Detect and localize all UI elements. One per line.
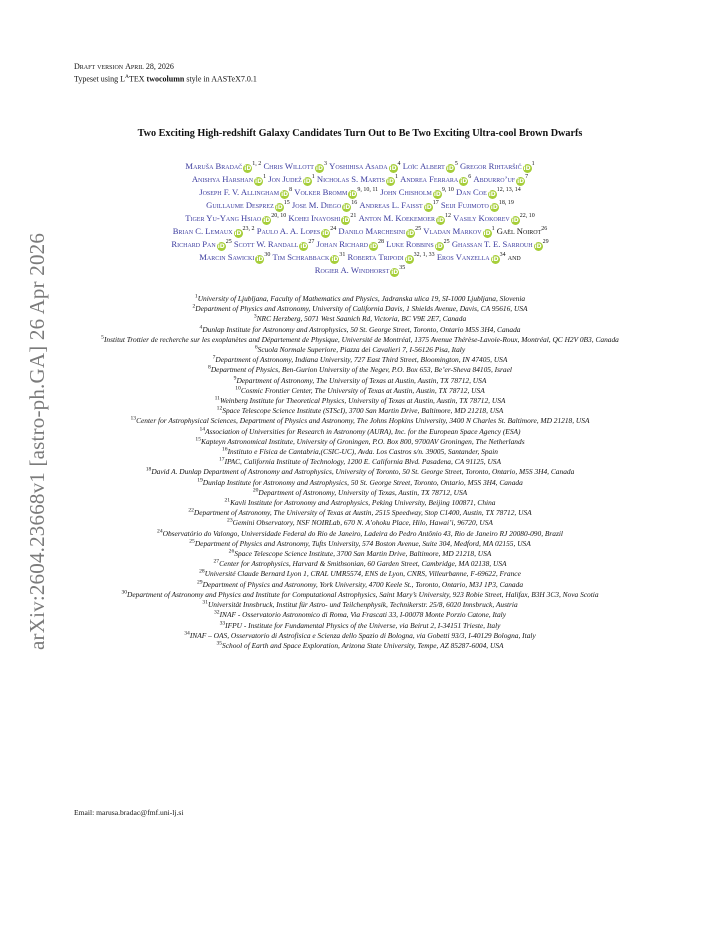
affiliation-item xyxy=(60,610,660,620)
contact-email: Email: marusa.bradac@fmf.uni-lj.si xyxy=(74,808,184,817)
orcid-icon[interactable]: iD xyxy=(263,217,271,224)
author-name[interactable]: Vasily Kokorev xyxy=(453,213,510,223)
affiliation-item xyxy=(60,304,660,314)
affiliation-text: Dunlap Institute for Astronomy and Astrophysics, 50 St. George Street, Toronto, Ontario, M5S 3H4, Canada xyxy=(202,477,523,487)
author-name[interactable]: Danilo Marchesini xyxy=(338,226,406,236)
author-entry xyxy=(452,239,549,249)
affiliation-item xyxy=(60,396,660,406)
affiliation-item xyxy=(60,376,660,386)
affiliation-text: Department of Astronomy and Physics and Institute for Computational Astrophysics, Saint Mary’s University, 923 Robie Street, Halifax, B3H 3C3, Nova Scotia xyxy=(127,589,599,599)
author-name[interactable]: John Chisholm xyxy=(380,187,432,197)
affiliation-number: 4 xyxy=(199,324,203,331)
orcid-icon[interactable]: iD xyxy=(424,204,432,211)
affiliation-number: 3 xyxy=(253,313,257,320)
orcid-icon[interactable]: iD xyxy=(343,204,351,211)
author-name[interactable]: Andreas L. Faisst xyxy=(359,200,423,210)
author-affiliation-marks: 1 xyxy=(491,226,495,233)
affiliation-item xyxy=(60,508,660,518)
author-entry xyxy=(185,161,261,171)
affiliation-item xyxy=(60,365,660,375)
author-name[interactable]: Yoshihisa Asada xyxy=(329,161,388,171)
orcid-icon[interactable]: iD xyxy=(405,256,413,263)
orcid-icon[interactable]: iD xyxy=(300,243,308,250)
affiliation-item xyxy=(60,355,660,365)
author-name[interactable]: Seiji Fujimoto xyxy=(440,200,489,210)
affiliation-item xyxy=(60,518,660,528)
author-name[interactable]: Loïc Albert xyxy=(402,161,445,171)
author-affiliation-marks: 12, 13, 14 xyxy=(496,187,521,194)
author-affiliation-marks: 34 xyxy=(499,252,506,259)
author-entry xyxy=(338,226,421,236)
affiliation-text: Department of Astronomy, Indiana University, 727 East Third Street, Bloomington, IN 47405, USA xyxy=(215,355,508,365)
author-affiliation-marks: 4 xyxy=(397,161,401,168)
affiliation-item xyxy=(60,580,660,590)
author-affiliation-marks: 6 xyxy=(468,174,472,181)
author-affiliation-marks: 1 xyxy=(311,174,315,181)
author-name[interactable]: Gregor Rihtaršič xyxy=(459,161,522,171)
latex-a: A xyxy=(125,74,129,80)
affiliation-text: Université Claude Bernard Lyon 1, CRAL UMR5574, ENS de Lyon, CNRS, Villeurbanne, F-69622, France xyxy=(204,569,521,579)
author-name[interactable]: Andrea Ferrara xyxy=(400,174,459,184)
author-entry xyxy=(380,187,454,197)
affiliation-item xyxy=(60,569,660,579)
draft-version-line xyxy=(74,62,257,72)
affiliation-number: 8 xyxy=(208,364,211,371)
author-entry xyxy=(456,187,521,197)
author-entry xyxy=(329,161,400,171)
author-entry xyxy=(400,174,471,184)
author-name[interactable]: Dan Coe xyxy=(456,187,487,197)
affiliation-text: Instituto e Física de Cantabria,(CSIC-UC), Avda. Los Castros s/n. 39005, Santander, Spain xyxy=(227,447,498,457)
author-entry xyxy=(441,200,514,210)
author-entry xyxy=(315,265,406,275)
author-name[interactable]: Paulo A. A. Lopes xyxy=(256,226,321,236)
affiliation-text: Department of Astronomy, University of Texas, Austin, TX 78712, USA xyxy=(258,487,468,497)
draft-label: Draft version xyxy=(74,62,124,71)
author-affiliation-marks: 21 xyxy=(350,213,357,220)
author-entry xyxy=(288,213,356,223)
affiliation-number: 33 xyxy=(219,620,226,627)
affiliation-text: IFPU - Institute for Fundamental Physics of the Universe, via Beirut 2, I-34151 Trieste, Italy xyxy=(225,620,501,630)
author-list xyxy=(74,160,646,277)
author-name[interactable]: Tim Schrabback xyxy=(272,252,330,262)
author-affiliation-marks: 25 xyxy=(443,239,450,246)
orcid-icon[interactable]: iD xyxy=(386,178,394,185)
orcid-icon[interactable]: iD xyxy=(275,204,283,211)
affiliation-text: Universität Innsbruck, Institut für Astro- und Teilchenphysik, Technikerstr. 25/8, 6020 Innsbruck, Austria xyxy=(207,600,518,610)
orcid-icon[interactable]: iD xyxy=(331,256,339,263)
affiliation-number: 9 xyxy=(233,375,237,382)
affiliation-item xyxy=(60,641,660,651)
affiliation-number: 15 xyxy=(195,436,202,443)
author-entry xyxy=(453,213,535,223)
author-entry xyxy=(173,226,255,236)
orcid-icon[interactable]: iD xyxy=(517,178,525,185)
affiliation-number: 13 xyxy=(130,415,137,422)
orcid-icon[interactable]: iD xyxy=(446,165,454,172)
affiliation-text: Department of Astronomy, The University of Texas at Austin, 2515 Speedway, Stop C1400, Austin, TX 78712, USA xyxy=(193,508,532,518)
affiliation-text: Weinberg Institute for Theoretical Physics, University of Texas at Austin, Austin, TX 78712, USA xyxy=(219,396,506,406)
author-affiliation-marks: 17 xyxy=(432,200,439,207)
typeset-suffix: style in AASTeX7.0.1 xyxy=(184,74,257,84)
author-affiliation-marks: 27 xyxy=(308,239,315,246)
orcid-icon[interactable]: iD xyxy=(433,191,441,198)
orcid-icon[interactable]: iD xyxy=(322,230,330,237)
affiliation-number: 24 xyxy=(157,528,163,535)
affiliation-item xyxy=(60,631,660,641)
affiliation-item xyxy=(60,488,660,498)
author-entry xyxy=(403,161,458,171)
author-entry xyxy=(273,252,346,262)
author-entry xyxy=(192,174,266,184)
affiliation-number: 11 xyxy=(214,395,220,402)
affiliation-item xyxy=(60,386,660,396)
draft-header xyxy=(74,62,257,85)
affiliation-number: 28 xyxy=(199,569,205,576)
author-affiliation-marks: 26 xyxy=(541,226,548,233)
author-affiliation-marks: 25 xyxy=(415,226,422,233)
author-affiliation-marks: 1 xyxy=(394,174,398,181)
affiliation-text: Gemini Observatory, NSF NOIRLab, 670 N. A’ohoku Place, Hilo, Hawai’i, 96720, USA xyxy=(232,518,493,528)
affiliation-number: 12 xyxy=(216,405,223,412)
affiliation-text: School of Earth and Space Exploration, Arizona State University, Tempe, AZ 85287-6004, USA xyxy=(222,640,504,650)
author-affiliation-marks: 1 xyxy=(263,174,267,181)
affiliation-item xyxy=(60,590,660,600)
author-affiliation-marks: 25 xyxy=(225,239,232,246)
author-affiliation-marks: 24 xyxy=(330,226,337,233)
affiliation-text: University of Ljubljana, Faculty of Mathematics and Physics, Jadranska ulica 19, SI-1000 Ljubljana, Slovenia xyxy=(197,294,526,303)
affiliation-text: Dunlap Institute for Astronomy and Astrophysics, 50 St. George Street, Toronto, Ontario M5S 3H4, Canada xyxy=(202,324,521,334)
affiliation-item xyxy=(60,539,660,549)
orcid-icon[interactable]: iD xyxy=(436,217,444,224)
affiliation-text: Department of Physics and Astronomy, University of California Davis, 1 Shields Avenue, Davis, CA 95616, USA xyxy=(195,304,528,314)
orcid-icon[interactable]: iD xyxy=(244,165,252,172)
affiliation-item xyxy=(60,314,660,324)
author-affiliation-marks: 7 xyxy=(525,174,529,181)
affiliation-number: 19 xyxy=(197,477,203,484)
orcid-icon[interactable]: iD xyxy=(370,243,378,250)
orcid-icon[interactable]: iD xyxy=(534,243,542,250)
affiliation-item xyxy=(60,621,660,631)
affiliation-list xyxy=(60,294,660,651)
affiliation-number: 29 xyxy=(196,579,203,586)
author-entry xyxy=(263,161,327,171)
author-name: Gaël Noirot xyxy=(496,226,542,236)
author-name[interactable]: Abdurro’uf xyxy=(473,174,516,184)
affiliation-text: Kavli Institute for Astronomy and Astrophysics, Peking University, Beijing 100871, China xyxy=(230,498,496,508)
author-entry xyxy=(348,252,435,262)
orcid-icon[interactable]: iD xyxy=(523,165,531,172)
author-name[interactable]: Rogier A. Windhorst xyxy=(314,265,390,275)
author-affiliation-marks: 22, 10 xyxy=(519,213,535,220)
author-name[interactable]: Kohei Inayoshi xyxy=(288,213,341,223)
affiliation-item xyxy=(60,467,660,477)
author-and: and xyxy=(507,252,521,262)
affiliation-number: 32 xyxy=(213,609,220,616)
affiliation-item xyxy=(60,600,660,610)
affiliation-text: Observatório do Valongo, Universidade Federal do Rio de Janeiro, Ladeira do Pedro Antônio 43, Rio de Janeiro RJ 20080-090, Brazil xyxy=(162,528,563,538)
affiliation-text: INAF - Osservatorio Astronomico di Roma, Via Frascati 33, I-00078 Monte Porzio Catone, Italy xyxy=(219,610,507,620)
author-affiliation-marks: 9, 10, 11 xyxy=(357,187,379,194)
author-entry xyxy=(317,174,398,184)
orcid-icon[interactable]: iD xyxy=(255,178,263,185)
affiliation-item xyxy=(60,437,660,447)
affiliation-text: Department of Physics, Ben-Gurion University of the Negev, P.O. Box 653, Be’er-Sheva 84105, Israel xyxy=(210,365,512,375)
author-entry xyxy=(359,200,438,210)
author-entry xyxy=(199,187,292,197)
affiliation-text: IPAC, California Institute of Technology, 1200 E. California Blvd. Pasadena, CA 91125, USA xyxy=(224,457,502,467)
orcid-icon[interactable]: iD xyxy=(391,269,399,276)
affiliation-number: 27 xyxy=(213,558,220,565)
typeset-prefix: Typeset using L xyxy=(74,74,125,84)
affiliation-text: Department of Astronomy, The University of Texas at Austin, Austin, TX 78712, USA xyxy=(236,375,487,385)
orcid-icon[interactable]: iD xyxy=(256,256,264,263)
affiliation-item xyxy=(60,478,660,488)
author-entry xyxy=(316,239,384,249)
orcid-icon[interactable]: iD xyxy=(389,165,397,172)
affiliation-number: 35 xyxy=(216,640,223,647)
affiliation-number: 18 xyxy=(145,466,152,473)
affiliation-number: 21 xyxy=(224,497,231,504)
affiliation-number: 6 xyxy=(254,344,258,351)
orcid-icon[interactable]: iD xyxy=(435,243,443,250)
affiliation-number: 31 xyxy=(202,599,208,606)
affiliation-number: 1 xyxy=(194,293,198,300)
orcid-icon[interactable]: iD xyxy=(349,191,357,198)
twocolumn-label: twocolumn xyxy=(146,74,185,84)
author-entry xyxy=(294,187,378,197)
affiliation-text: INAF – OAS, Osservatorio di Astrofisica e Scienza dello Spazio di Bologna, via Gobetti 93/3, I-40129 Bologna, Italy xyxy=(189,630,536,640)
author-affiliation-marks: 29 xyxy=(542,239,549,246)
typeset-mid: EX xyxy=(133,74,147,84)
author-name[interactable]: Ghassan T. E. Sarrouh xyxy=(451,239,533,249)
orcid-icon[interactable]: iD xyxy=(281,191,289,198)
affiliation-item xyxy=(60,549,660,559)
author-affiliation-marks: 15 xyxy=(283,200,290,207)
affiliation-item xyxy=(60,294,660,304)
author-entry xyxy=(206,200,290,210)
affiliation-number: 16 xyxy=(222,446,228,453)
affiliation-item xyxy=(60,325,660,335)
author-affiliation-marks: 9, 10 xyxy=(441,187,454,194)
author-entry xyxy=(185,213,286,223)
author-affiliation-marks: 3 xyxy=(323,161,327,168)
affiliation-item xyxy=(60,559,660,569)
orcid-icon[interactable]: iD xyxy=(483,230,491,237)
orcid-icon[interactable]: iD xyxy=(217,243,225,250)
author-entry xyxy=(473,174,528,184)
affiliation-number: 17 xyxy=(218,456,225,463)
affiliation-number: 26 xyxy=(228,548,235,555)
author-affiliation-marks: 5 xyxy=(454,161,458,168)
affiliation-item xyxy=(60,416,660,426)
author-name[interactable]: Nicholas S. Martis xyxy=(316,174,385,184)
arxiv-identifier: arXiv:2604.23668v1 [astro-ph.GA] 26 Apr 2026 xyxy=(25,232,49,650)
affiliation-item xyxy=(60,427,660,437)
author-affiliation-marks: 35 xyxy=(399,265,406,272)
affiliation-number: 34 xyxy=(184,630,190,637)
affiliation-text: Cosmic Frontier Center, The University of Texas at Austin, Austin, TX 78712, USA xyxy=(240,385,485,395)
author-affiliation-marks: 30 xyxy=(264,252,271,259)
author-name[interactable]: Maruša Bradač xyxy=(185,161,243,171)
author-affiliation-marks: 32, 1, 33 xyxy=(413,252,435,259)
author-name[interactable]: Tiger Yu-Yang Hsiao xyxy=(185,213,262,223)
affiliation-number: 22 xyxy=(188,507,194,514)
author-name[interactable]: Anton M. Koekemoer xyxy=(358,213,435,223)
affiliation-item xyxy=(60,457,660,467)
arxiv-stamp-area xyxy=(10,230,49,650)
author-name[interactable]: Eros Vanzella xyxy=(436,252,490,262)
affiliation-item xyxy=(60,529,660,539)
affiliation-number: 2 xyxy=(192,303,196,310)
author-entry xyxy=(497,226,548,236)
author-affiliation-marks: 8 xyxy=(289,187,293,194)
author-name[interactable]: Guillaume Desprez xyxy=(206,200,274,210)
author-entry xyxy=(292,200,357,210)
paper-title: Two Exciting High-redshift Galaxy Candidates Turn Out to Be Two Exciting Ultra-cool Brown Dwarfs xyxy=(137,128,583,139)
affiliation-item xyxy=(60,498,660,508)
affiliation-text: Department of Physics and Astronomy, Tufts University, 574 Boston Avenue, Suite 304, Medford, MA 02155, USA xyxy=(194,538,531,548)
affiliation-item xyxy=(60,447,660,457)
author-name[interactable]: Johan Richard xyxy=(316,239,369,249)
affiliation-text: NRC Herzberg, 5071 West Saanich Rd, Victoria, BC V9E 2E7, Canada xyxy=(256,314,467,324)
author-entry xyxy=(234,239,314,249)
draft-date: April 28, 2026 xyxy=(125,62,174,71)
author-entry xyxy=(199,252,270,262)
affiliation-text: Center for Astrophysical Sciences, Department of Physics and Astronomy, The Johns Hopkins University, 3400 N Charles St. Baltimore, MD 21218, USA xyxy=(136,416,590,426)
typeset-line xyxy=(74,72,257,85)
affiliation-item xyxy=(60,345,660,355)
affiliation-text: Space Telescope Science Institute (STScI), 3700 San Martin Drive, Baltimore, MD 21218, USA xyxy=(222,406,504,416)
affiliation-number: 20 xyxy=(252,487,259,494)
affiliation-text: Scuola Normale Superiore, Piazza dei Cavalieri 7, I-56126 Pisa, Italy xyxy=(257,345,466,355)
affiliation-text: Space Telescope Science Institute, 3700 San Martin Drive, Baltimore, MD 21218, USA xyxy=(234,549,492,559)
author-name[interactable]: Marcin Sawicki xyxy=(199,252,255,262)
orcid-icon[interactable]: iD xyxy=(234,230,242,237)
author-name[interactable]: Vladan Markov xyxy=(423,226,482,236)
affiliation-text: Institut Trottier de recherche sur les exoplanètes and Département de Physique, Université de Montréal, 1375 Avenue Thérèse-Lavoie-Roux, Montréal, QC H2V 0B3, Canada xyxy=(103,334,619,344)
author-entry xyxy=(460,161,535,171)
affiliation-item xyxy=(60,335,660,345)
author-name[interactable]: Volker Bromm xyxy=(294,187,348,197)
orcid-icon[interactable]: iD xyxy=(315,165,323,172)
affiliation-number: 30 xyxy=(121,589,128,596)
affiliation-number: 10 xyxy=(235,385,241,392)
author-affiliation-marks: 20, 10 xyxy=(271,213,287,220)
author-entry xyxy=(268,174,315,184)
affiliation-number: 7 xyxy=(212,354,216,361)
affiliation-text: Center for Astrophysics, Harvard & Smithsonian, 60 Garden Street, Cambridge, MA 02138, USA xyxy=(219,559,507,569)
author-affiliation-marks: 1 xyxy=(531,161,535,168)
author-name[interactable]: Jose M. Diego xyxy=(291,200,342,210)
author-affiliation-marks: 16 xyxy=(351,200,358,207)
author-name[interactable]: Anishya Harshan xyxy=(191,174,254,184)
orcid-icon[interactable]: iD xyxy=(490,204,498,211)
author-name[interactable]: Luke Robbins xyxy=(386,239,434,249)
author-affiliation-marks: 23, 2 xyxy=(242,226,255,233)
author-entry xyxy=(171,239,231,249)
orcid-icon[interactable]: iD xyxy=(303,178,311,185)
author-entry xyxy=(257,226,337,236)
affiliation-text: David A. Dunlap Department of Astronomy and Astrophysics, University of Toronto, 50 St. George Street, Toronto, Ontario, M5S 3H4, Canada xyxy=(151,467,575,477)
latex-rest: T xyxy=(128,74,134,84)
affiliation-text: Kapteyn Astronomical Institute, University of Groningen, P.O. Box 800, 9700AV Groningen, The Netherlands xyxy=(201,436,525,446)
author-name[interactable]: Joseph F. V. Allingham xyxy=(199,187,280,197)
orcid-icon[interactable]: iD xyxy=(511,217,519,224)
affiliation-number: 5 xyxy=(101,334,104,341)
author-affiliation-marks: 28 xyxy=(378,239,385,246)
affiliation-number: 14 xyxy=(199,426,206,433)
orcid-icon[interactable]: iD xyxy=(460,178,468,185)
orcid-icon[interactable]: iD xyxy=(488,191,496,198)
author-name[interactable]: Brian C. Lemaux xyxy=(172,226,233,236)
author-entry xyxy=(423,226,494,236)
author-affiliation-marks: 12 xyxy=(444,213,451,220)
affiliation-number: 23 xyxy=(227,518,233,524)
author-entry xyxy=(437,252,506,262)
affiliation-text: Association of Universities for Research in Astronomy (AURA), Inc. for the European Space Agency (ESA) xyxy=(205,426,521,436)
orcid-icon[interactable]: iD xyxy=(342,217,350,224)
author-name[interactable]: Richard Pan xyxy=(171,239,216,249)
orcid-icon[interactable]: iD xyxy=(491,256,499,263)
author-affiliation-marks: 1, 2 xyxy=(252,161,262,168)
affiliation-number: 25 xyxy=(189,538,195,545)
author-name[interactable]: Scott W. Randall xyxy=(233,239,299,249)
affiliation-text: Department of Physics and Astronomy, York University, 4700 Keele St., Toronto, Ontario, M3J 1P3, Canada xyxy=(202,579,524,589)
author-affiliation-marks: 31 xyxy=(339,252,346,259)
affiliation-item xyxy=(60,406,660,416)
author-affiliation-marks: 18, 19 xyxy=(498,200,514,207)
orcid-icon[interactable]: iD xyxy=(407,230,415,237)
author-name[interactable]: Roberta Tripodi xyxy=(347,252,404,262)
author-name[interactable]: Chris Willott xyxy=(263,161,314,171)
author-entry xyxy=(359,213,451,223)
author-name[interactable]: Jon Judež xyxy=(268,174,302,184)
author-entry xyxy=(386,239,449,249)
